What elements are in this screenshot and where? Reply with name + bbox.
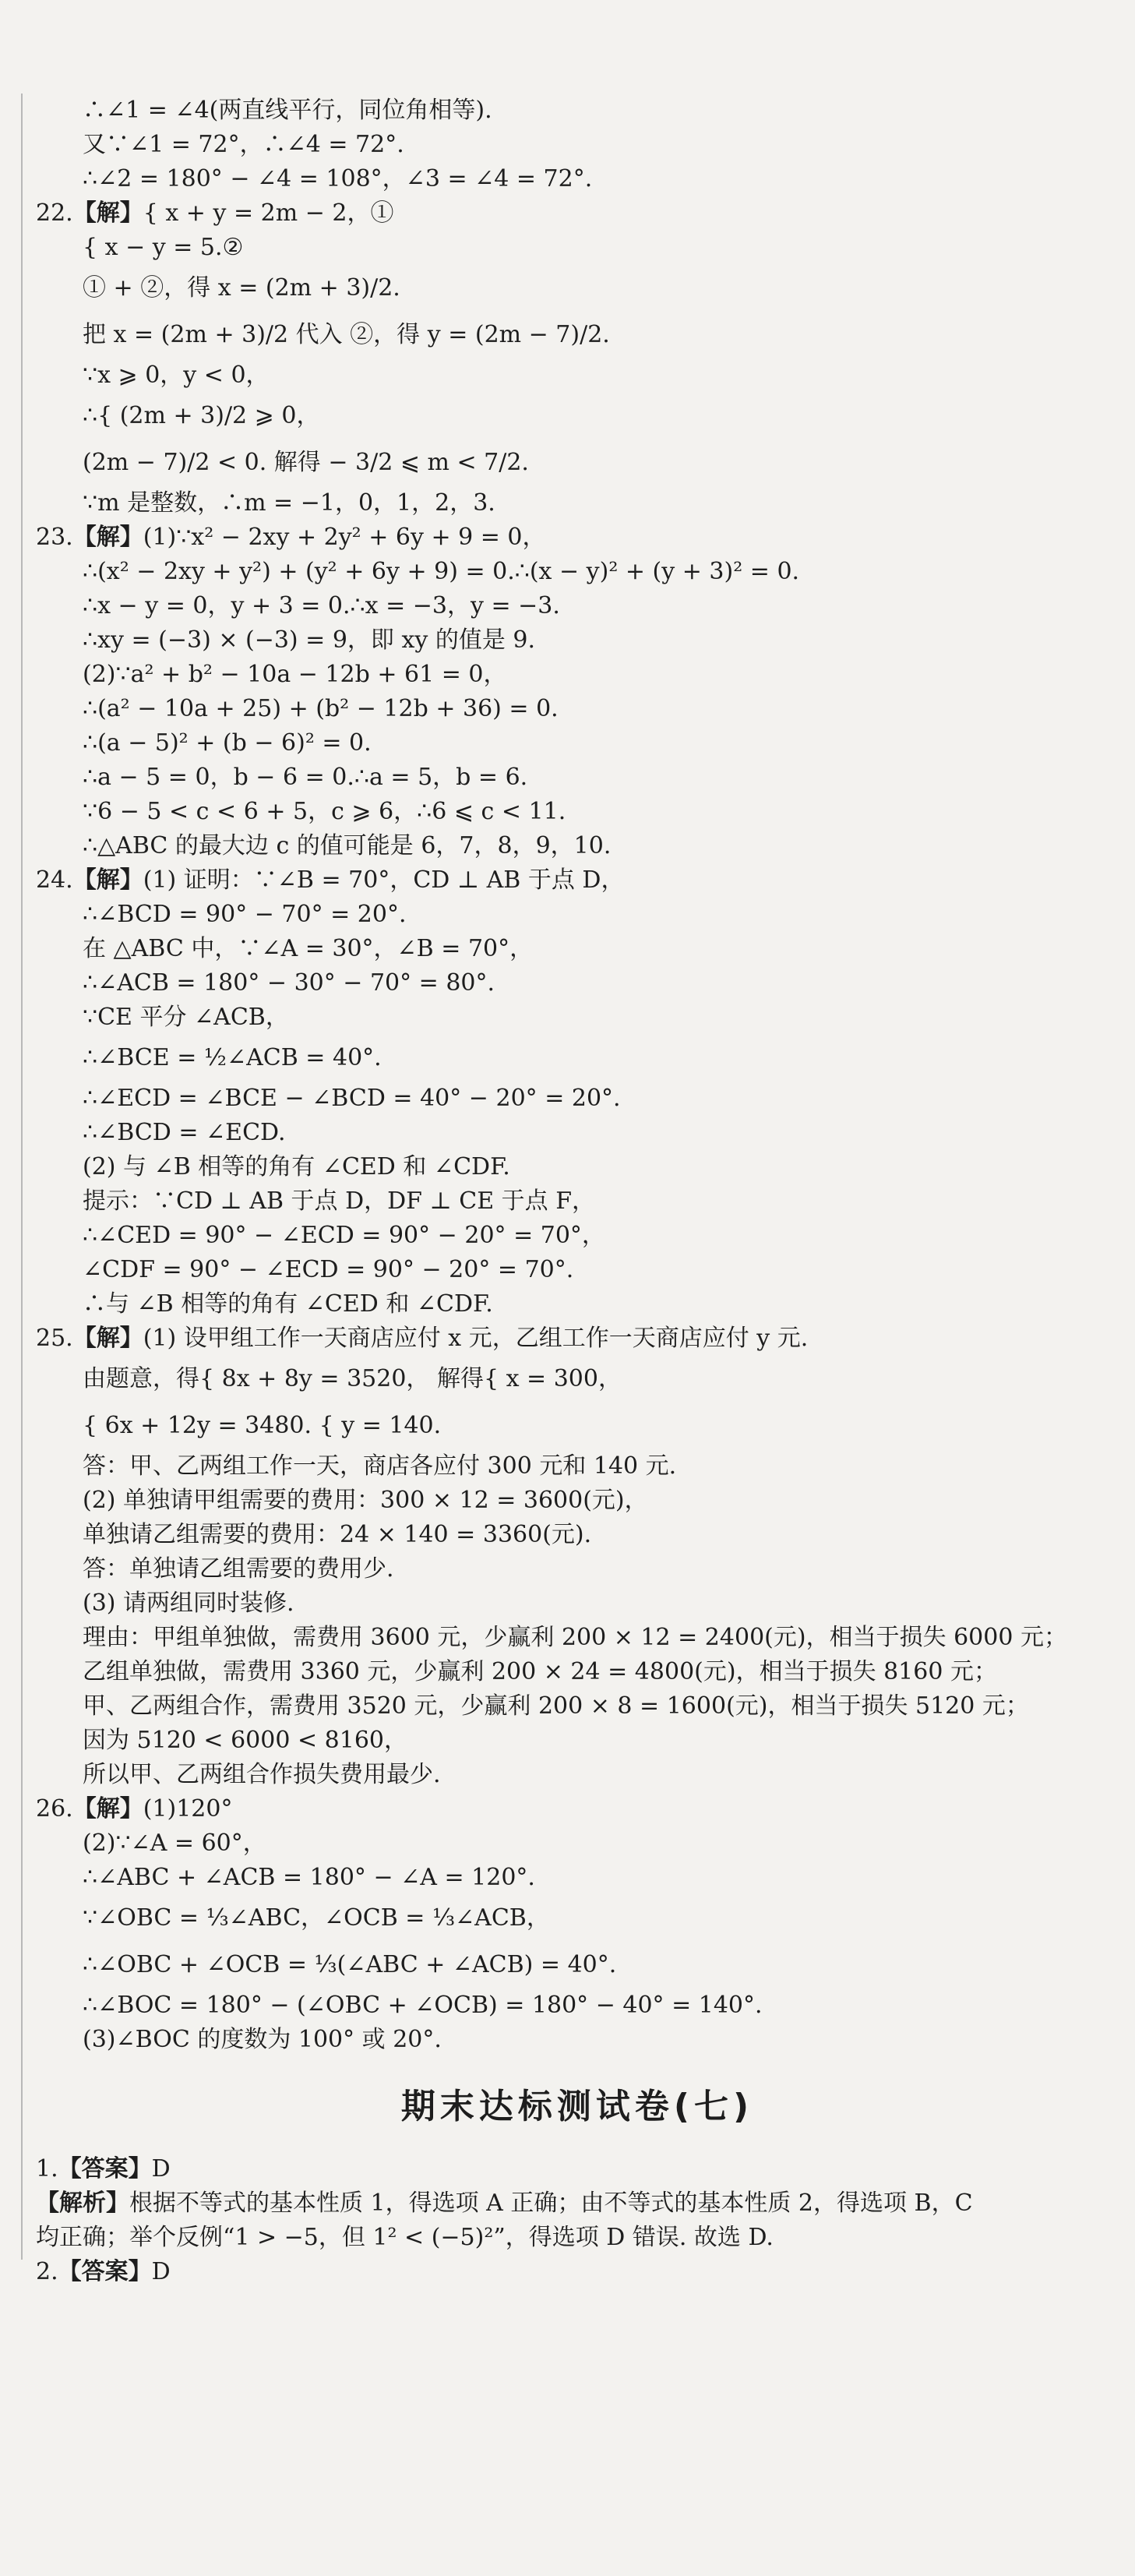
solution-text: ∴∠2 = 180° − ∠4 = 108°，∠3 = ∠4 = 72°. (83, 165, 593, 192)
solution-text: (1) 设甲组工作一天商店应付 x 元，乙组工作一天商店应付 y 元. (143, 1325, 809, 1352)
answer-line (36, 2255, 1119, 2289)
solution-text: (3)∠BOC 的度数为 100° 或 20°. (83, 2026, 442, 2053)
solution-text: 又∵∠1 = 72°，∴∠4 = 72°. (83, 131, 404, 158)
solution-line (36, 1484, 1119, 1518)
analysis-text: 根据不等式的基本性质 1，得选项 A 正确；由不等式的基本性质 2，得选项 B，C (129, 2190, 973, 2217)
solution-line (36, 623, 1119, 658)
solution-line (36, 658, 1119, 692)
solution-line (36, 1150, 1119, 1184)
solution-text: 理由：甲组单独做，需费用 3600 元，少赢利 200 × 12 = 2400(元)，相当于损失 6000 元； (83, 1624, 1067, 1651)
solution-text: 由题意，得{ 8x + 8y = 3520， 解得{ x = 300， (83, 1365, 622, 1392)
solution-line (36, 1552, 1119, 1586)
solution-line (36, 520, 1119, 555)
solution-text: ∴∠BCE = ½∠ACB = 40°. (83, 1044, 382, 1071)
solution-line (36, 231, 1119, 265)
solution-line (36, 94, 1119, 128)
solution-line (36, 439, 1119, 486)
solution-line (36, 1792, 1119, 1826)
solution-text: (2)∵∠A = 60°， (83, 1830, 266, 1857)
solution-text: ∵m 是整数，∴m = −1，0，1，2，3. (83, 489, 495, 517)
question-number: 22. (36, 199, 73, 227)
solution-text: (1) 证明：∵∠B = 70°，CD ⊥ AB 于点 D， (143, 866, 625, 894)
solution-line (36, 486, 1119, 520)
solution-text: 乙组单独做，需费用 3360 元，少赢利 200 × 24 = 4800(元)，相当于损失 8160 元； (83, 1658, 997, 1685)
solution-text: ∴(a − 5)² + (b − 6)² = 0. (83, 729, 372, 757)
solution-line (36, 162, 1119, 196)
solution-text: 答：单独请乙组需要的费用少. (83, 1555, 394, 1583)
solution-text: 甲、乙两组合作，需费用 3520 元，少赢利 200 × 8 = 1600(元)，相当于损失 5120 元； (83, 1692, 1029, 1720)
solution-line (36, 2023, 1119, 2057)
solution-line (36, 1000, 1119, 1035)
solution-text: ∴∠BCD = ∠ECD. (83, 1119, 286, 1146)
page-margin-line (21, 94, 23, 2260)
solution-text: ∴x − y = 0，y + 3 = 0.∴x = −3，y = −3. (83, 592, 560, 619)
solution-text: 在 △ABC 中，∵∠A = 30°，∠B = 70°， (83, 935, 534, 962)
solution-text: ∴(x² − 2xy + y²) + (y² + 6y + 9) = 0.∴(x − y)² + (y + 3)² = 0. (83, 558, 800, 585)
answer-line (36, 2152, 1119, 2186)
solution-line (36, 1942, 1119, 1988)
solution-line (36, 1322, 1119, 1356)
solution-line (36, 1253, 1119, 1287)
solution-line (36, 966, 1119, 1000)
solution-text: ∵x ⩾ 0，y < 0， (83, 362, 270, 389)
solution-text: (1)∵x² − 2xy + 2y² + 6y + 9 = 0， (143, 524, 546, 551)
analysis-tag: 【解析】 (36, 2190, 129, 2217)
solution-line (36, 760, 1119, 795)
solution-line (36, 589, 1119, 623)
solution-line (36, 1219, 1119, 1253)
solution-line (36, 829, 1119, 863)
solution-text: 单独请乙组需要的费用：24 × 140 = 3360(元). (83, 1521, 592, 1548)
solution-text: (3) 请两组同时装修. (83, 1590, 294, 1617)
solution-line (36, 1116, 1119, 1150)
solution-text: ∴∠ECD = ∠BCE − ∠BCD = 40° − 20° = 20°. (83, 1085, 621, 1112)
solution-line (36, 1689, 1119, 1724)
solution-text: ∵∠OBC = ⅓∠ABC，∠OCB = ⅓∠ACB， (83, 1904, 550, 1932)
solution-line (36, 1758, 1119, 1792)
solution-text: ∴与 ∠B 相等的角有 ∠CED 和 ∠CDF. (83, 1290, 493, 1318)
solution-line (36, 1184, 1119, 1219)
solution-text: ∴∠CED = 90° − ∠ECD = 90° − 20° = 70°， (83, 1222, 605, 1249)
question-number: 23. (36, 524, 73, 551)
solution-line (36, 1287, 1119, 1322)
solution-line (36, 196, 1119, 231)
solution-line (36, 1895, 1119, 1942)
solution-tag: 【解】 (72, 199, 143, 227)
solution-text: ∴∠BOC = 180° − (∠OBC + ∠OCB) = 180° − 40° = 140°. (83, 1992, 763, 2019)
analysis-text-cont: 均正确；举个反例“1 > −5，但 1² < (−5)²”，得选项 D 错误. 故选 D. (36, 2224, 774, 2251)
solution-text: 把 x = (2m + 3)/2 代入 ②，得 y = (2m − 7)/2. (83, 321, 610, 348)
question-number: 2. (36, 2258, 58, 2285)
question-number: 1. (36, 2155, 58, 2183)
solution-line (36, 1403, 1119, 1449)
solution-text: ∴∠ABC + ∠ACB = 180° − ∠A = 120°. (83, 1864, 535, 1891)
solution-tag: 【解】 (72, 1795, 143, 1823)
solution-line (36, 1621, 1119, 1655)
solution-line (36, 795, 1119, 829)
solution-text: ∵CE 平分 ∠ACB， (83, 1004, 289, 1031)
solution-tag: 【解】 (72, 524, 143, 551)
solution-text: (1)120° (143, 1795, 233, 1823)
solution-line (36, 898, 1119, 932)
solution-line (36, 1724, 1119, 1758)
question-number: 25. (36, 1325, 73, 1352)
solution-text: ∴∠ACB = 180° − 30° − 70° = 80°. (83, 969, 495, 997)
section-title: 期末达标测试卷(七) (400, 2087, 754, 2126)
solution-text: ∴∠1 = ∠4(两直线平行，同位角相等). (83, 97, 492, 124)
solution-line (36, 555, 1119, 589)
answer-page (36, 94, 1119, 2289)
solution-line (36, 1988, 1119, 2023)
solution-line (36, 1356, 1119, 1403)
solution-line (36, 692, 1119, 726)
solution-text: (2) 与 ∠B 相等的角有 ∠CED 和 ∠CDF. (83, 1153, 510, 1180)
solution-line (36, 1826, 1119, 1861)
solution-text: ∠CDF = 90° − ∠ECD = 90° − 20° = 70°. (83, 1256, 574, 1283)
solution-text: 提示：∵CD ⊥ AB 于点 D，DF ⊥ CE 于点 F， (83, 1187, 596, 1215)
solution-tag: 【解】 (72, 1325, 143, 1352)
solution-line (36, 1586, 1119, 1621)
solution-text: ∴xy = (−3) × (−3) = 9，即 xy 的值是 9. (83, 626, 536, 654)
solution-line (36, 128, 1119, 162)
answer-line (36, 2186, 1119, 2221)
solution-line (36, 358, 1119, 393)
solution-text: ∵6 − 5 < c < 6 + 5，c ⩾ 6，∴6 ⩽ c < 11. (83, 798, 566, 825)
solution-line (36, 312, 1119, 358)
solution-text: ∴(a² − 10a + 25) + (b² − 12b + 36) = 0. (83, 695, 559, 722)
question-number: 26. (36, 1795, 73, 1823)
solution-text: (2) 单独请甲组需要的费用：300 × 12 = 3600(元)， (83, 1487, 648, 1514)
solution-text: { x + y = 2m − 2，① (143, 199, 394, 227)
solution-text: ∴△ABC 的最大边 c 的值可能是 6，7，8，9，10. (83, 832, 612, 859)
solution-line (36, 1449, 1119, 1484)
solution-text: (2m − 7)/2 < 0. 解得 − 3/2 ⩽ m < 7/2. (83, 449, 529, 476)
solution-text: 因为 5120 < 6000 < 8160， (83, 1727, 407, 1754)
solution-text: 所以甲、乙两组合作损失费用最少. (83, 1761, 441, 1788)
solution-text: { 6x + 12y = 3480. { y = 140. (83, 1412, 442, 1439)
answer-tag: 【答案】 (58, 2155, 152, 2183)
answer-tag: 【答案】 (58, 2258, 152, 2285)
solution-text: ∴∠BCD = 90° − 70° = 20°. (83, 901, 407, 928)
solution-line (36, 932, 1119, 966)
answer-value: D (151, 2155, 171, 2183)
solution-line (36, 1035, 1119, 1082)
solution-line (36, 1518, 1119, 1552)
solution-line (36, 1082, 1119, 1116)
solution-line (36, 393, 1119, 439)
solution-line (36, 1861, 1119, 1895)
question-number: 24. (36, 866, 73, 894)
solution-tag: 【解】 (72, 866, 143, 894)
solution-text: ∴a − 5 = 0，b − 6 = 0.∴a = 5，b = 6. (83, 764, 528, 791)
solution-line (36, 726, 1119, 760)
answer-line (36, 2221, 1119, 2255)
solution-text: (2)∵a² + b² − 10a − 12b + 61 = 0， (83, 661, 507, 688)
answer-value: D (151, 2258, 171, 2285)
solution-line (36, 1655, 1119, 1689)
solution-text: ∴∠OBC + ∠OCB = ⅓(∠ABC + ∠ACB) = 40°. (83, 1951, 617, 1978)
solution-text: 答：甲、乙两组工作一天，商店各应付 300 元和 140 元. (83, 1452, 677, 1480)
solution-line (36, 863, 1119, 898)
solution-text: ① + ②，得 x = (2m + 3)/2. (83, 274, 400, 302)
solution-line (36, 265, 1119, 312)
solution-text: ∴{ (2m + 3)/2 ⩾ 0， (83, 402, 320, 429)
solution-text: { x − y = 5.② (83, 234, 244, 261)
